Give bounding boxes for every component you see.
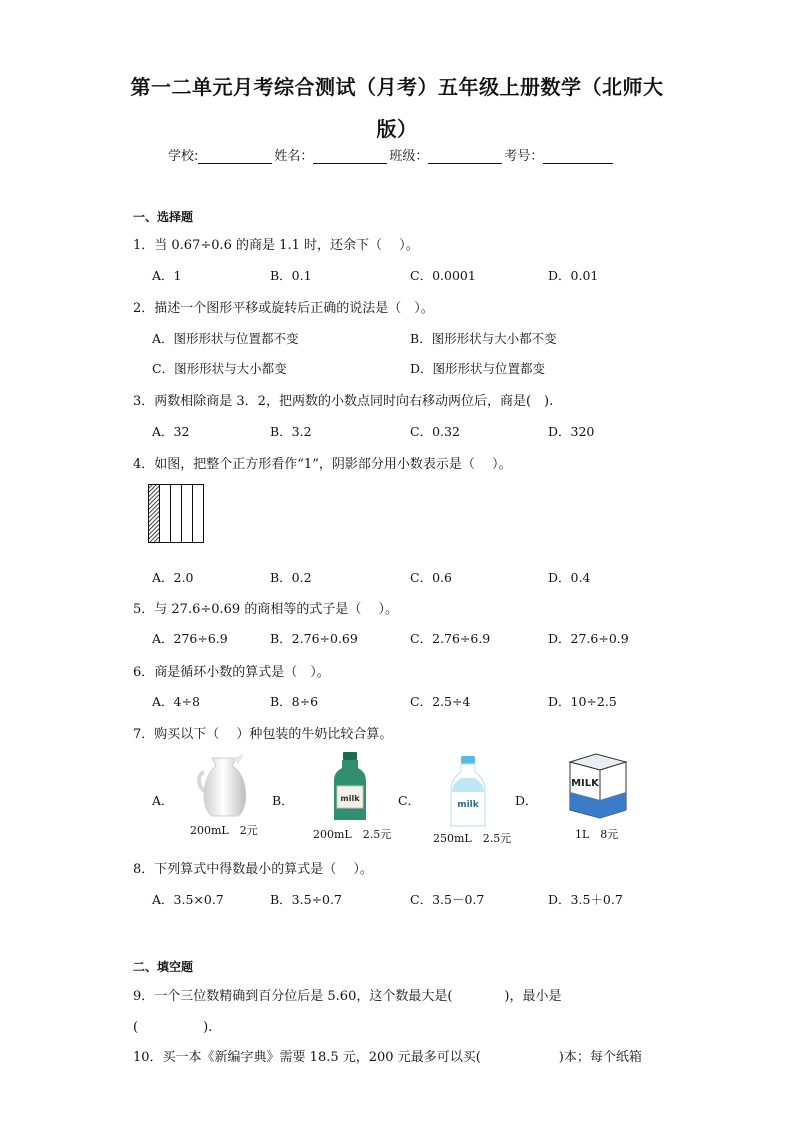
q7-caption-a: 200mL 2元 xyxy=(190,824,258,837)
q2-option-b[interactable]: B．图形形状与大小都不变 xyxy=(410,331,557,346)
q2-option-d[interactable]: D．图形形状与位置都变 xyxy=(410,361,546,376)
school-label: 学校: xyxy=(168,149,199,164)
q7-caption-b: 200mL 2.5元 xyxy=(313,828,392,841)
question-10-line-1: 10．买一本《新编字典》需要 18.5 元，200 元最多可以买( )本；每个纸箱 xyxy=(133,1050,642,1065)
q8-option-c[interactable]: C．3.5－0.7 xyxy=(410,892,485,907)
question-2: 2．描述一个图形平移或旋转后正确的说法是（ ）。 xyxy=(133,301,434,316)
q3-option-b[interactable]: B．3.2 xyxy=(270,424,312,439)
q6-option-c[interactable]: C．2.5÷4 xyxy=(410,694,471,709)
q6-option-b[interactable]: B．8÷6 xyxy=(270,694,319,709)
q8-option-b[interactable]: B．3.5÷0.7 xyxy=(270,892,342,907)
blank-strip xyxy=(171,485,182,543)
q1-option-d[interactable]: D．0.01 xyxy=(548,268,599,283)
name-blank[interactable] xyxy=(313,149,387,164)
shaded-strip xyxy=(149,485,160,543)
q6-option-a[interactable]: A．4÷8 xyxy=(152,694,200,709)
q5-option-a[interactable]: A．276÷6.9 xyxy=(152,631,228,646)
question-9-line-1: 9．一个三位数精确到百分位后是 5.60，这个数最大是( )，最小是 xyxy=(133,989,562,1004)
q3-option-a[interactable]: A．32 xyxy=(152,424,190,439)
q1-option-b[interactable]: B．0.1 xyxy=(270,268,312,283)
q3-option-d[interactable]: D．320 xyxy=(548,424,595,439)
q2-option-c[interactable]: C．图形形状与大小都变 xyxy=(152,361,287,376)
q7-option-b[interactable]: B． xyxy=(272,793,294,808)
q4-option-a[interactable]: A．2.0 xyxy=(152,570,194,585)
number-label: 考号： xyxy=(504,149,544,164)
q7-option-d[interactable]: D． xyxy=(515,793,538,808)
section-choice-heading: 一、选择题 xyxy=(133,210,194,224)
carton-label-text: MILK xyxy=(571,778,599,789)
question-3: 3．两数相除商是 3．2，把两数的小数点同时向右移动两位后，商是( ). xyxy=(133,394,554,409)
question-1: 1．当 0.67÷0.6 的商是 1.1 时，还余下（ ）。 xyxy=(133,238,419,253)
q7-option-a[interactable]: A． xyxy=(152,793,174,808)
exam-title xyxy=(120,66,674,150)
bottle-label-text: milk xyxy=(340,794,360,803)
class-label: 班级： xyxy=(389,149,429,164)
q4-option-b[interactable]: B．0.2 xyxy=(270,570,312,585)
question-8: 8．下列算式中得数最小的算式是（ ）。 xyxy=(133,862,373,877)
blue-milk-bottle-icon xyxy=(450,756,486,828)
q5-option-d[interactable]: D．27.6÷0.9 xyxy=(548,631,629,646)
school-blank[interactable] xyxy=(198,149,272,164)
q4-option-c[interactable]: C．0.6 xyxy=(410,570,452,585)
question-9-line-2: ( ). xyxy=(133,1020,213,1035)
green-milk-bottle-icon xyxy=(333,752,367,822)
q8-option-a[interactable]: A．3.5×0.7 xyxy=(152,892,224,907)
milk-carton-icon xyxy=(566,752,630,820)
q7-caption-c: 250mL 2.5元 xyxy=(433,832,512,845)
question-7: 7．购买以下（ ）种包装的牛奶比较合算。 xyxy=(133,727,393,742)
q2-option-a[interactable]: A．图形形状与位置都不变 xyxy=(152,331,299,346)
q7-caption-d: 1L 8元 xyxy=(575,828,619,841)
question-4: 4．如图，把整个正方形看作“1”，阴影部分用小数表示是（ ）。 xyxy=(133,457,512,472)
q1-option-c[interactable]: C．0.0001 xyxy=(410,268,476,283)
number-blank[interactable] xyxy=(543,149,613,164)
class-blank[interactable] xyxy=(428,149,502,164)
q8-option-d[interactable]: D．3.5＋0.7 xyxy=(548,892,623,907)
section-fill-heading: 二、填空题 xyxy=(133,960,194,974)
q5-option-c[interactable]: C．2.76÷6.9 xyxy=(410,631,491,646)
blank-strip xyxy=(182,485,193,543)
q1-option-a[interactable]: A．1 xyxy=(152,268,182,283)
student-info-row xyxy=(168,145,615,164)
square-figure xyxy=(148,484,204,543)
blank-strip xyxy=(193,485,204,543)
title-line-2: 版） xyxy=(376,117,418,141)
bottle-label-text: milk xyxy=(457,800,479,810)
milk-jug-icon xyxy=(192,752,256,818)
name-label: 姓名： xyxy=(274,149,314,164)
q7-option-c[interactable]: C． xyxy=(398,793,421,808)
q6-option-d[interactable]: D．10÷2.5 xyxy=(548,694,617,709)
question-6: 6．商是循环小数的算式是（ ）。 xyxy=(133,665,330,680)
question-5: 5．与 27.6÷0.69 的商相等的式子是（ ）。 xyxy=(133,602,398,617)
q3-option-c[interactable]: C．0.32 xyxy=(410,424,460,439)
q5-option-b[interactable]: B．2.76÷0.69 xyxy=(270,631,358,646)
blank-strip xyxy=(160,485,171,543)
q4-option-d[interactable]: D．0.4 xyxy=(548,570,591,585)
title-line-1: 第一二单元月考综合测试（月考）五年级上册数学（北师大 xyxy=(130,75,664,99)
